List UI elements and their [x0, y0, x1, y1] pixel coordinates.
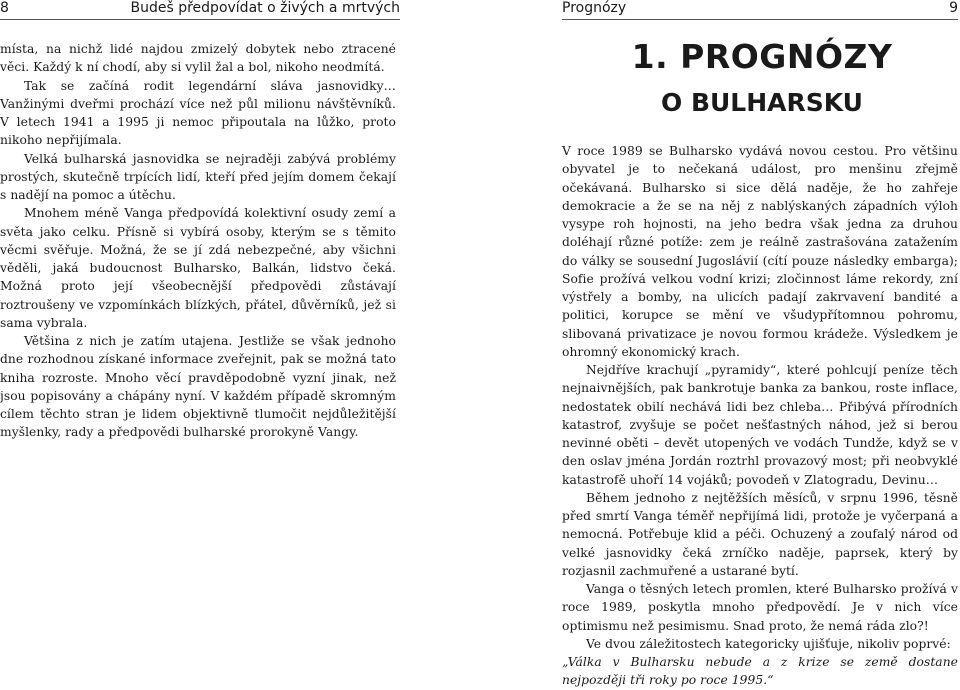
left-paragraph: Většina z nich je zatím utajena. Jestliže se však jednoho dne rozhodnou získané informace zveřejnit, pak se možná tato kniha rozroste. Mnoho věcí pravděpodobně vyzní jinak, než jsou popisovány a chápány nyní. V každém případě skromným cílem těchto stran je lidem objektivně tlumočit nejdůležitější myšlenky, rady a předpovědi bulharské prorokyně Vangy. — [0, 334, 396, 440]
right-page-body — [562, 142, 958, 690]
left-page-number: 8 — [0, 0, 9, 16]
right-page — [562, 0, 960, 688]
right-paragraph: Nejdříve krachují „pyramidy“, které pohlcují peníze těch nejnaivnějších, pak bankrotuje banka za bankou, roste inflace, nedostatek obilí nechává lidi bez chleba… Přibývá přírodních katastrof, zvyšuje se počet nešťastných náhod, jež si berou nevinné oběti – devět utopených ve vodách Tundže, když se v den oslav jména Jordán roztrhl provazový most; při neobvyklé katastrofě uhoří 14 vojáků; povodeň v Zlatogradu, Devinu… — [562, 363, 958, 487]
left-page — [0, 0, 400, 655]
left-paragraph: Tak se začíná rodit legendární sláva jasnovidky… Vanžinými dveřmi prochází více než půl milionu návštěvníků. V letech 1941 a 1995 ji nemoc připoutala na lůžko, proto nikoho nepřijímala. — [0, 78, 396, 148]
left-page-body — [0, 40, 396, 442]
right-header-title: Prognózy — [562, 0, 627, 16]
chapter-subtitle: O BULHARSKU — [660, 88, 863, 117]
left-running-header — [0, 0, 400, 20]
left-paragraph: místa, na nichž lidé najdou zmizelý dobytek nebo ztracené věci. Každý k ní chodí, aby si vylil žal a bol, nikoho neodmítá. — [0, 42, 396, 75]
right-paragraph: Během jednoho z nejtěžších měsíců, v srpnu 1996, těsně před smrtí Vanga téměř nepřijímá lidi, protože je vyčerpaná a nemocná. Potřebuje klid a péči. Ochuzený a zoufalý národ od velké jasnovidky čeká zrníčko naděje, paprsek, který by rozjasnil zachmuřené a ustarané bytí. — [562, 490, 958, 578]
final-quote: „Válka v Bulharsku nebude a z krize se země dostane nejpozději tři roky po roce 1995.“ — [562, 655, 958, 688]
chapter-title: 1. PROGNÓZY — [631, 37, 893, 76]
right-running-header — [562, 0, 958, 20]
left-header-title: Budeš předpovídat o živých a mrtvých — [130, 0, 400, 16]
right-page-number: 9 — [949, 0, 958, 16]
right-paragraph: V roce 1989 se Bulharsko vydává novou cestou. Pro většinu obyvatel je to nečekaná událost, pro menšinu zřejmě očekávaná. Bulharsko si sice dělá naděje, že ho zahřeje demokracie a že se na něj z nablýskaných západních výloh vysype roh hojnosti, na jeho bedra však jedna za druhou doléhají různé potíže: zem je reálně zastrašována zatažením do války se sousední Jugoslávií (cítí pouze následky embarga); Sofie prožívá velkou vodní krizi; zločinnost láme rekordy, zní výstřely a bomby, na ulicích padají zakrvavení bandité a politici, korupce se mění ve všudypřítomnou pohromu, slibovaná privatizace je novou formou krádeže. Výsledkem je ohromný ekonomický krach. — [562, 144, 958, 359]
left-paragraph: Mnohem méně Vanga předpovídá kolektivní osudy zemí a světa jako celku. Přísně si vybírá osoby, kterým se s těmito věcmi svěřuje. Možná, že se jí zdá nebezpečné, aby všichni věděli, jaká budoucnost Bulharsko, Balkán, lidstvo čeká. Možná proto její všeobecnější předpovědi zůstávají roztroušeny ve vzpomínkách blízkých, přátel, důvěrníků, jež si sama vybrala. — [0, 206, 396, 330]
right-paragraph: Ve dvou záležitostech kategoricky ujišťuje, nikoliv poprvé: — [586, 636, 951, 651]
right-paragraph: Vanga o těsných letech promlen, které Bulharsko prožívá v roce 1989, poskytla mnoho předpovědí. Je v nich více optimismu než pesimismu. Snad proto, že nemá ráda zlo?! — [562, 582, 958, 633]
left-paragraph: Velká bulharská jasnovidka se nejraději zabývá problémy prostých, skutečně trpících lidí, kteří před jejím domem čekají s nadějí na pomoc a útěchu. — [0, 151, 396, 202]
